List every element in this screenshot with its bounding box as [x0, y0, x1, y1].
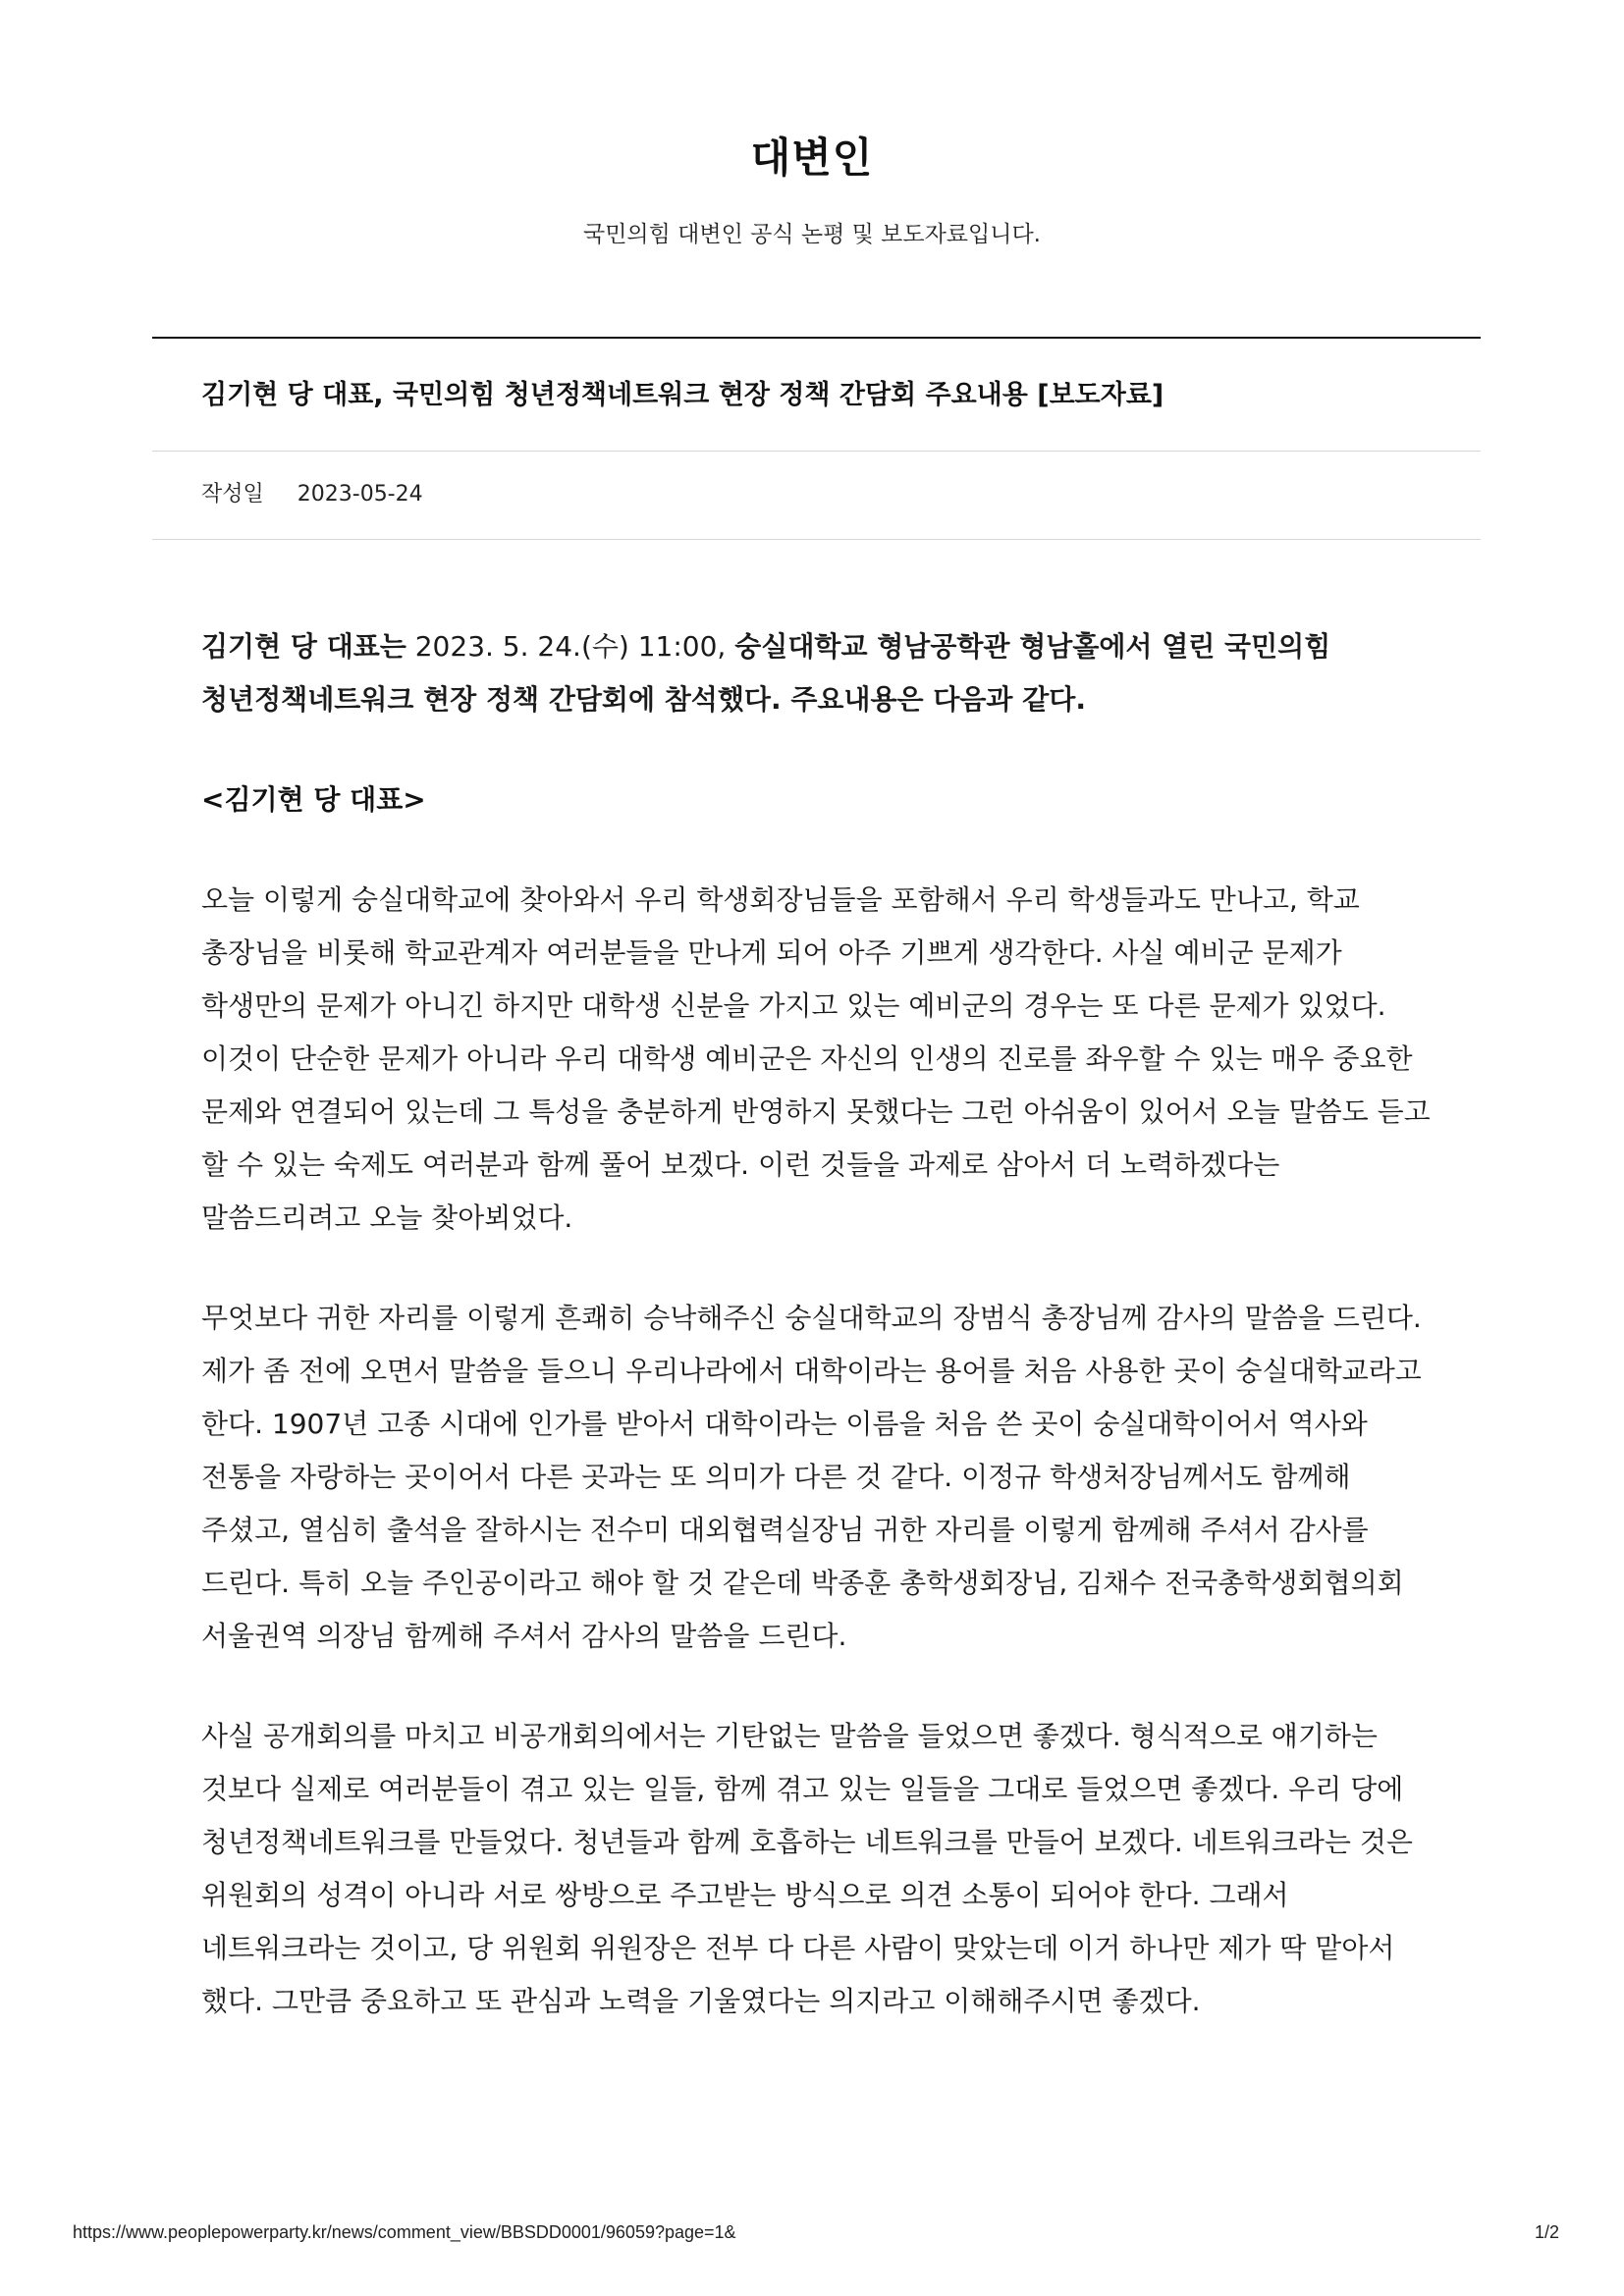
body-paragraph: 오늘 이렇게 숭실대학교에 찾아와서 우리 학생회장님들을 포함해서 우리 학생들과도 만나고, 학교 총장님을 비롯해 학교관계자 여러분들을 만나게 되어 아주 기쁘게 생각한다. 사실 예비군 문제가 학생만의 문제가 아니긴 하지만 대학생 신분을 가지고 있는 예비군의 경우는 또 다른 문제가 있었다. 이것이 단순한 문제가 아니라 우리 대학생 예비군은 자신의 인생의 진로를 좌우할 수 있는 매우 중요한 문제와 연결되어 있는데 그 특성을 충분하게 반영하지 못했다는 그런 아쉬움이 있어서 오늘 말씀도 듣고 할 수 있는 숙제도 여러분과 함께 풀어 보겠다. 이런 것들을 과제로 삼아서 더 노력하겠다는 말씀드리려고 오늘 찾아뵈었다.: [201, 883, 1431, 1234]
lead-paragraph: [201, 620, 1438, 726]
article-title: 김기현 당 대표, 국민의힘 청년정책네트워크 현장 정책 간담회 주요내용 [보도자료]: [201, 380, 1164, 410]
page-title: 대변인: [750, 133, 874, 182]
footer-url: https://www.peoplepowerparty.kr/news/comment_view/BBSDD0001/96059?page=1&: [73, 2222, 736, 2242]
section-heading: <김기현 당 대표>: [201, 783, 426, 816]
header-divider: [152, 337, 1481, 339]
body-paragraph: 무엇보다 귀한 자리를 이렇게 흔쾌히 승낙해주신 숭실대학교의 장범식 총장님께 감사의 말씀을 드린다. 제가 좀 전에 오면서 말씀을 들으니 우리나라에서 대학이라는 용어를 처음 사용한 곳이 숭실대학교라고 한다. 1907년 고종 시대에 인가를 받아서 대학이라는 이름을 처음 쓴 곳이 숭실대학이어서 역사와 전통을 자랑하는 곳이어서 다른 곳과는 또 의미가 다른 것 같다. 이정규 학생처장님께서도 함께해 주셨고, 열심히 출석을 잘하시는 전수미 대외협력실장님 귀한 자리를 이렇게 함께해 주셔서 감사를 드린다. 특히 오늘 주인공이라고 해야 할 것 같은데 박종훈 총학생회장님, 김채수 전국총학생회협의회 서울권역 의장님 함께해 주셔서 감사의 말씀을 드린다.: [201, 1302, 1422, 1652]
body-paragraph: 사실 공개회의를 마치고 비공개회의에서는 기탄없는 말씀을 들었으면 좋겠다. 형식적으로 얘기하는 것보다 실제로 여러분들이 겪고 있는 일들, 함께 겪고 있는 일들을 그대로 들었으면 좋겠다. 우리 당에 청년정책네트워크를 만들었다. 청년들과 함께 호흡하는 네트워크를 만들어 보겠다. 네트워크라는 것은 위원회의 성격이 아니라 서로 쌍방으로 주고받는 방식으로 의견 소통이 되어야 한다. 그래서 네트워크라는 것이고, 당 위원회 위원장은 전부 다 다른 사람이 맞았는데 이거 하나만 제가 딱 맡아서 했다. 그만큼 중요하고 또 관심과 노력을 기울였다는 의지라고 이해해주시면 좋겠다.: [201, 1720, 1413, 2017]
meta-divider: [152, 539, 1481, 540]
page-number: 1/2: [1534, 2222, 1559, 2242]
lead-bold-subject: 김기현 당 대표는: [201, 630, 406, 663]
article-body: [201, 620, 1438, 2028]
date-label: 작성일: [201, 482, 264, 507]
meta-row: [201, 477, 423, 507]
page-subtitle: 국민의힘 대변인 공식 논평 및 보도자료입니다.: [582, 222, 1041, 247]
lead-bold-event: 숭실대학교 형남공학관 형남홀에서 열린 국민의힘 청년정책네트워크 현장 정책 간담회에 참석했다. 주요내용은 다음과 같다.: [201, 630, 1331, 716]
date-value: 2023-05-24: [297, 482, 423, 507]
lead-datetime: 2023. 5. 24.(수) 11:00,: [406, 630, 735, 663]
title-divider: [152, 451, 1481, 452]
